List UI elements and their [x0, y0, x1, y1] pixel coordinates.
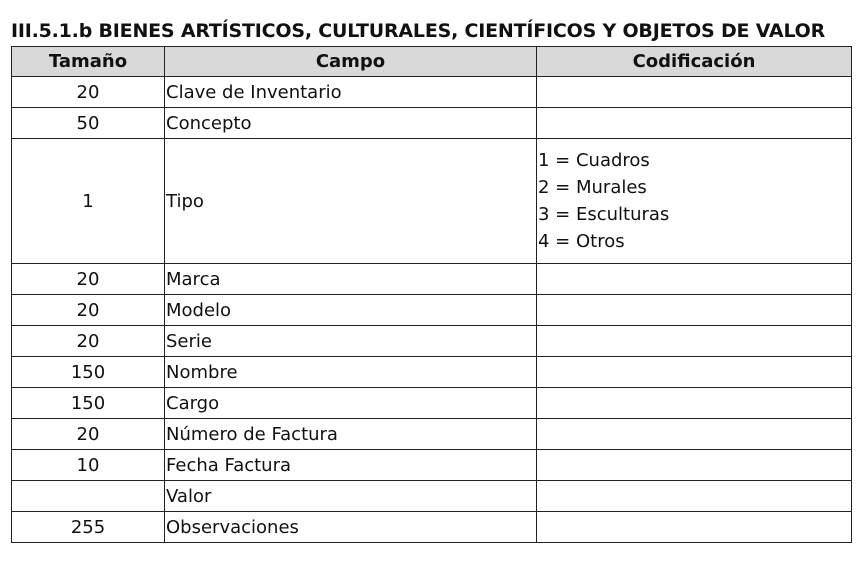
table-row: [12, 139, 852, 264]
field-cell: Número de Factura: [165, 419, 537, 450]
table-row: [12, 357, 852, 388]
field-spec-table: [11, 46, 852, 543]
code-cell: [537, 295, 852, 326]
size-cell: [12, 481, 165, 512]
size-cell: 1: [12, 139, 165, 264]
code-cell: [537, 512, 852, 543]
field-cell: Serie: [165, 326, 537, 357]
size-cell: 20: [12, 326, 165, 357]
table-header-row: [12, 47, 852, 77]
code-cell: [537, 357, 852, 388]
table-row: [12, 77, 852, 108]
header-codificacion: Codificación: [537, 47, 852, 77]
table-row: [12, 481, 852, 512]
code-cell: [537, 139, 852, 264]
table-row: [12, 388, 852, 419]
code-option: 3 = Esculturas: [538, 204, 670, 225]
size-cell: 20: [12, 77, 165, 108]
table-row: [12, 419, 852, 450]
code-cell: [537, 77, 852, 108]
field-cell: Valor: [165, 481, 537, 512]
code-cell: [537, 326, 852, 357]
size-cell: 150: [12, 357, 165, 388]
size-cell: 255: [12, 512, 165, 543]
table-row: [12, 450, 852, 481]
code-cell: [537, 450, 852, 481]
field-cell: Fecha Factura: [165, 450, 537, 481]
section-title: III.5.1.b BIENES ARTÍSTICOS, CULTURALES, CIENTÍFICOS Y OBJETOS DE VALOR: [11, 20, 826, 42]
size-cell: 150: [12, 388, 165, 419]
size-cell: 50: [12, 108, 165, 139]
field-cell: Clave de Inventario: [165, 77, 537, 108]
header-campo: Campo: [165, 47, 537, 77]
size-cell: 20: [12, 264, 165, 295]
code-cell: [537, 108, 852, 139]
size-cell: 20: [12, 295, 165, 326]
table-row: [12, 295, 852, 326]
code-option: 4 = Otros: [538, 231, 625, 252]
table-row: [12, 326, 852, 357]
code-cell: [537, 419, 852, 450]
code-cell: [537, 388, 852, 419]
code-option: 1 = Cuadros: [538, 150, 650, 171]
table-row: [12, 512, 852, 543]
field-cell: Marca: [165, 264, 537, 295]
field-cell: Modelo: [165, 295, 537, 326]
code-cell: [537, 481, 852, 512]
size-cell: 10: [12, 450, 165, 481]
header-tamano: Tamaño: [12, 47, 165, 77]
field-cell: Concepto: [165, 108, 537, 139]
size-cell: 20: [12, 419, 165, 450]
code-option: 2 = Murales: [538, 177, 647, 198]
field-cell: Cargo: [165, 388, 537, 419]
code-cell: [537, 264, 852, 295]
field-cell: Nombre: [165, 357, 537, 388]
table-row: [12, 108, 852, 139]
field-cell: Observaciones: [165, 512, 537, 543]
field-cell: Tipo: [165, 139, 537, 264]
table-row: [12, 264, 852, 295]
